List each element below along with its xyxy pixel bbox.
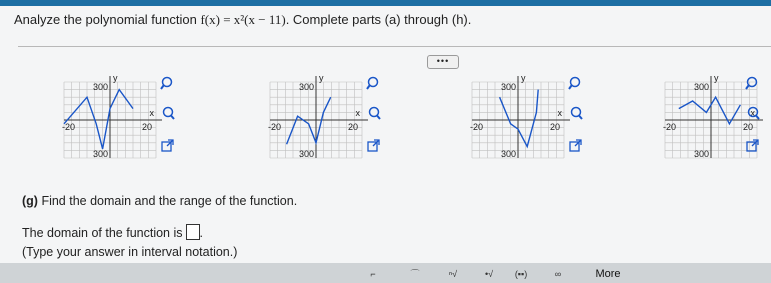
x-min-label: -20: [62, 122, 76, 132]
y-min-label: 300: [500, 149, 516, 159]
math-tool-button-5[interactable]: (▪▪): [514, 269, 528, 279]
graph-plot: [460, 73, 580, 168]
question-prefix: Analyze the polynomial function: [14, 12, 201, 27]
zoom-out-icon[interactable]: [568, 76, 583, 91]
math-tool-button-3[interactable]: ⁿ√: [448, 269, 458, 279]
question-text: [14, 12, 471, 28]
math-tool-button-2[interactable]: ⌒: [410, 269, 420, 279]
x-axis-label: x: [355, 108, 360, 118]
x-axis-label: x: [750, 108, 755, 118]
question-suffix: . Complete parts (a) through (h).: [285, 12, 472, 27]
y-axis-label: y: [113, 73, 118, 83]
math-tool-button-4[interactable]: •√: [484, 269, 494, 279]
math-tool-button-6[interactable]: ∞: [554, 269, 562, 279]
zoom-in-icon[interactable]: [745, 106, 760, 121]
y-max-label: 300: [500, 82, 516, 92]
more-button[interactable]: More: [595, 268, 621, 280]
y-max-label: 300: [298, 82, 314, 92]
popout-icon[interactable]: [366, 138, 381, 153]
part-g-text: Find the domain and the range of the function.: [37, 194, 298, 208]
x-axis-label: x: [557, 108, 562, 118]
x-min-label: -20: [663, 122, 677, 132]
y-max-label: 300: [693, 82, 709, 92]
zoom-in-icon[interactable]: [366, 106, 381, 121]
y-axis-label: y: [319, 73, 324, 83]
x-max-label: 20: [742, 122, 753, 132]
expand-more-button[interactable]: •••: [427, 55, 459, 69]
popout-icon[interactable]: [568, 138, 583, 153]
zoom-in-icon[interactable]: [160, 106, 175, 121]
zoom-out-icon[interactable]: [160, 76, 175, 91]
top-accent-bar: [0, 0, 771, 6]
x-max-label: 20: [141, 122, 152, 132]
x-min-label: -20: [470, 122, 484, 132]
x-max-label: 20: [549, 122, 560, 132]
part-g-label: (g): [22, 194, 38, 208]
function-curve: [64, 90, 133, 149]
graph-plot: [52, 73, 172, 168]
function-curve: [500, 90, 539, 147]
y-min-label: 300: [92, 149, 108, 159]
y-min-label: 300: [693, 149, 709, 159]
domain-prompt: The domain of the function is: [22, 226, 183, 240]
zoom-in-icon[interactable]: [568, 106, 583, 121]
function-expression: f(x) = x²(x − 11): [200, 12, 286, 27]
y-max-label: 300: [92, 82, 108, 92]
y-axis-label: y: [521, 73, 526, 83]
domain-question: The domain of the function is .: [22, 226, 203, 240]
graph-plot: [258, 73, 378, 168]
x-axis-label: x: [149, 108, 154, 118]
math-tool-button-1[interactable]: ⌐: [370, 269, 376, 279]
zoom-out-icon[interactable]: [366, 76, 381, 91]
domain-answer-field[interactable]: [186, 224, 200, 240]
popout-icon[interactable]: [160, 138, 175, 153]
y-axis-label: y: [714, 73, 719, 83]
x-min-label: -20: [268, 122, 282, 132]
section-divider: [18, 46, 771, 47]
interval-notation-hint: (Type your answer in interval notation.): [22, 245, 238, 259]
x-max-label: 20: [347, 122, 358, 132]
zoom-out-icon[interactable]: [745, 76, 760, 91]
part-g-prompt: [22, 194, 297, 208]
popout-icon[interactable]: [745, 138, 760, 153]
y-min-label: 300: [298, 149, 314, 159]
